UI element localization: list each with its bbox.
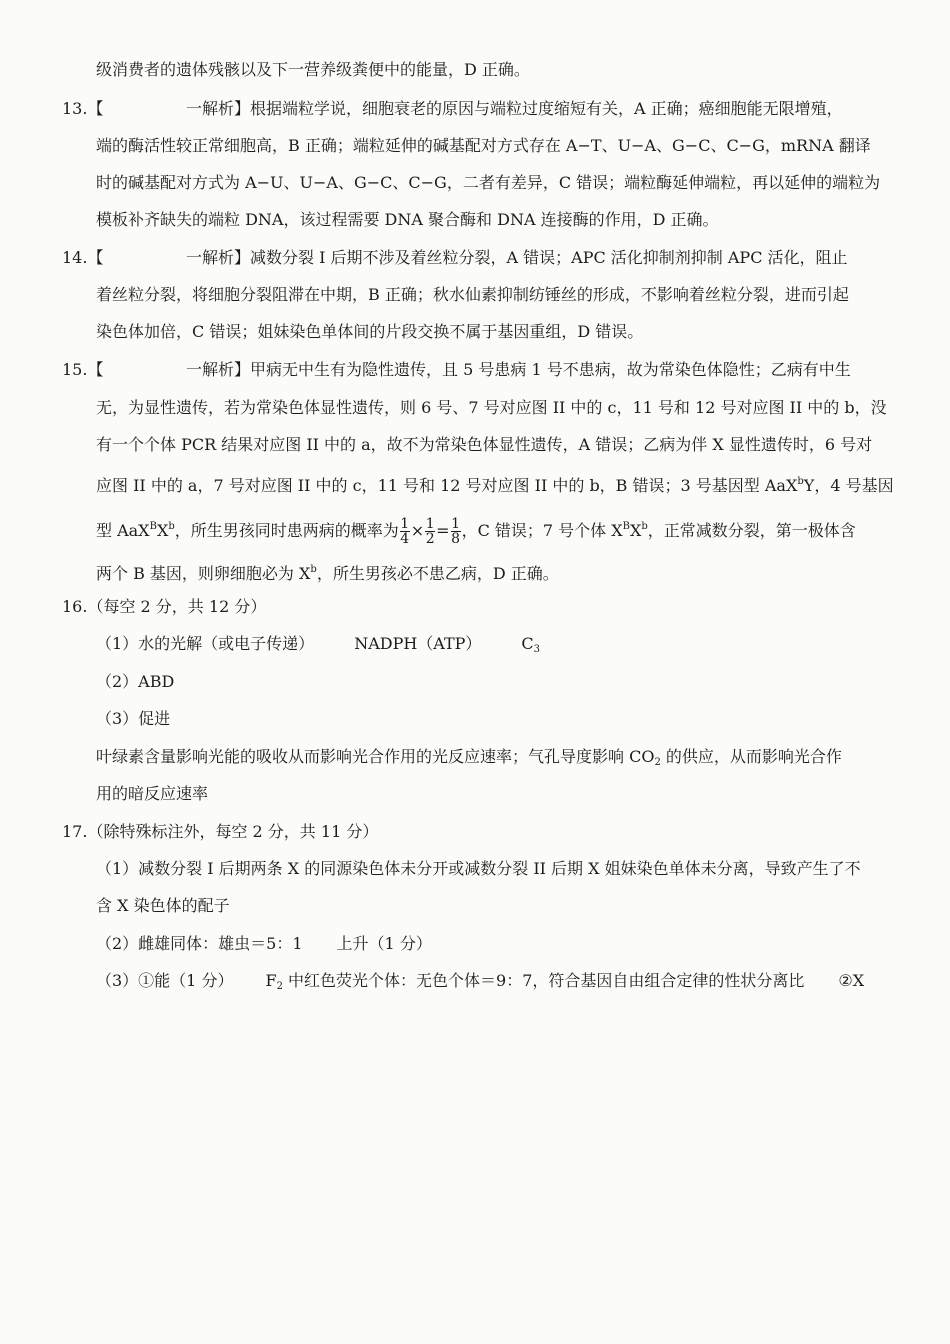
subscript: 2 — [276, 981, 283, 992]
question-15-line-4 — [96, 470, 894, 498]
text-segment: X — [630, 521, 642, 540]
denominator: 4 — [400, 531, 410, 547]
question-17-header: 17.（除特殊标注外，每空 2 分，共 11 分） — [62, 822, 379, 841]
fraction-1-4 — [400, 517, 410, 546]
fraction-1-2 — [425, 517, 435, 546]
question-13-line-1: 一解析】根据端粒学说，细胞衰老的原因与端粒过度缩短有关，A 正确；癌细胞能无限增殖， — [186, 99, 843, 118]
superscript: b — [168, 521, 175, 532]
question-14-line-1: 一解析】减数分裂 I 后期不涉及着丝粒分裂，A 错误；APC 活化抑制剂抑制 APC 活化，阻止 — [186, 248, 848, 267]
question-16-part-2: （2）ABD — [96, 672, 175, 691]
question-15-line-5 — [96, 512, 878, 546]
text-segment: ，所生男孩必不患乙病，D 正确。 — [316, 564, 559, 583]
equals-sign: = — [436, 521, 450, 540]
question-13-line-2: 端的酶活性较正常细胞高，B 正确；端粒延伸的碱基配对方式存在 A−T、U−A、G−C、C−G，mRNA 翻译 — [96, 136, 871, 155]
question-14-line-2: 着丝粒分裂，将细胞分裂阻滞在中期，B 正确；秋水仙素抑制纺锤丝的形成，不影响着丝粒分裂，进而引起 — [96, 285, 849, 304]
subscript: 3 — [533, 644, 541, 655]
answer-2: ②X — [838, 971, 865, 990]
question-17-part-1-line-2: 含 X 染色体的配子 — [96, 896, 230, 915]
question-16-explanation-line-2: 用的暗反应速率 — [96, 784, 209, 803]
superscript: B — [622, 521, 630, 532]
superscript: b — [641, 521, 648, 532]
superscript: b — [310, 564, 317, 575]
text-segment: ，所生男孩同时患两病的概率为 — [174, 521, 399, 540]
text-segment: 叶绿素含量影响光能的吸收从而影响光合作用的光反应速率；气孔导度影响 CO — [96, 747, 655, 766]
subscript: 2 — [654, 757, 661, 768]
denominator: 2 — [425, 531, 435, 547]
question-14-line-3: 染色体加倍，C 错误；姐妹染色单体间的片段交换不属于基因重组，D 错误。 — [96, 322, 644, 341]
question-16-header: 16.（每空 2 分，共 12 分） — [62, 597, 267, 616]
question-17-part-1-line-1: （1）减数分裂 I 后期两条 X 的同源染色体未分开或减数分裂 II 后期 X 姐妹染色单体未分离，导致产生了不 — [96, 859, 861, 878]
question-15-line-2: 无，为显性遗传，若为常染色体显性遗传，则 6 号、7 号对应图 II 中的 c，11 号和 12 号对应图 II 中的 b，没 — [96, 398, 887, 417]
superscript: B — [149, 521, 157, 532]
numerator: 1 — [425, 516, 435, 532]
question-16-explanation-line-1 — [96, 745, 878, 775]
text-segment: ，C 错误；7 号个体 X — [461, 521, 623, 540]
question-13-line-4: 模板补齐缺失的端粒 DNA，该过程需要 DNA 聚合酶和 DNA 连接酶的作用，D 正确。 — [96, 210, 719, 229]
denominator: 8 — [451, 531, 461, 547]
times-sign: × — [410, 521, 425, 540]
question-16-part-3: （3）促进 — [96, 709, 171, 728]
answer-1: （1）水的光解（或电子传递） — [96, 634, 315, 653]
answer-1: （2）雌雄同体：雄虫＝5：1 — [96, 934, 303, 953]
text-segment: 应图 II 中的 a，7 号对应图 II 中的 c，11 号和 12 号对应图 II 中的 b，B 错误；3 号基因型 AaX — [96, 476, 798, 495]
text-segment: 的供应，从而影响光合作 — [660, 747, 842, 766]
question-17-part-2 — [96, 932, 878, 956]
text-segment: 中红色荧光个体：无色个体＝9：7，符合基因自由组合定律的性状分离比 — [282, 971, 805, 990]
text-segment: ，正常减数分裂，第一极体含 — [647, 521, 856, 540]
text-segment: Y，4 号基因 — [803, 476, 894, 495]
question-17-part-3 — [96, 969, 878, 999]
text-segment: X — [156, 521, 169, 540]
text-segment: 型 AaX — [96, 521, 150, 540]
fraction-1-8 — [451, 517, 461, 546]
numerator: 1 — [451, 516, 461, 532]
text-segment: F — [265, 971, 277, 990]
question-13-line-3: 时的碱基配对方式为 A−U、U−A、G−C、C−G，二者有差异，C 错误；端粒酶延伸端粒，再以延伸的端粒为 — [96, 173, 881, 192]
answer-3: C — [521, 634, 534, 653]
text-line: 级消费者的遗体残骸以及下一营养级粪便中的能量，D 正确。 — [96, 60, 530, 79]
question-13-number: 13.【 — [62, 99, 104, 118]
answer-1: （3）①能（1 分） — [96, 971, 234, 990]
question-16-part-1 — [96, 632, 878, 662]
superscript: b — [797, 476, 804, 487]
text-segment: 两个 B 基因，则卵细胞必为 X — [96, 564, 311, 583]
numerator: 1 — [400, 516, 410, 532]
question-15-line-3: 有一个个体 PCR 结果对应图 II 中的 a，故不为常染色体显性遗传，A 错误；乙病为伴 X 显性遗传时，6 号对 — [96, 435, 873, 454]
answer-2: NADPH（ATP） — [354, 634, 482, 653]
question-14-number: 14.【 — [62, 248, 104, 267]
question-15-line-6 — [96, 558, 878, 586]
answer-2: 上升（1 分） — [336, 934, 432, 953]
question-15-line-1: 一解析】甲病无中生有为隐性遗传，且 5 号患病 1 号不患病，故为常染色体隐性；乙病有中生 — [186, 360, 851, 379]
question-15-number: 15.【 — [62, 360, 104, 379]
